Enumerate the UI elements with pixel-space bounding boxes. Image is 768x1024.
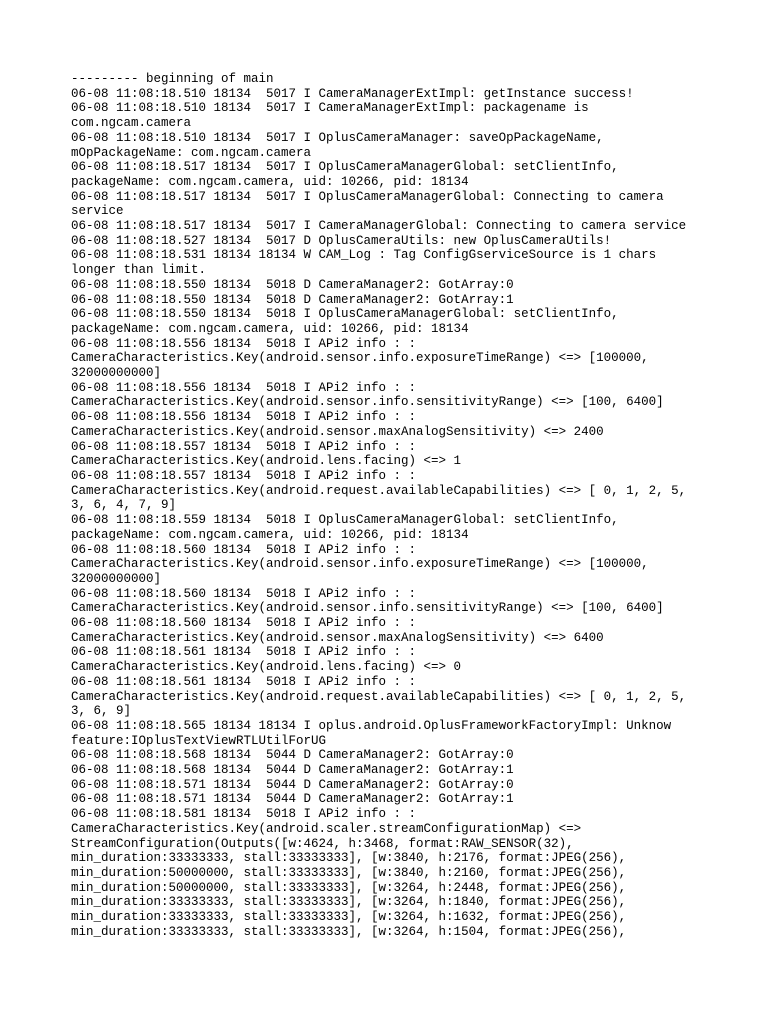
log-line: 06-08 11:08:18.560 18134 5018 I APi2 info : : xyxy=(71,542,417,557)
log-document xyxy=(71,72,751,939)
log-line: min_duration:33333333, stall:33333333], [w:3264, h:1504, format:JPEG(256), xyxy=(71,924,627,939)
log-line: min_duration:50000000, stall:33333333], [w:3840, h:2160, format:JPEG(256), xyxy=(71,865,627,880)
log-line: 06-08 11:08:18.510 18134 5017 I CameraManagerExtImpl: getInstance success! xyxy=(71,86,634,101)
log-line: mOpPackageName: com.ngcam.camera xyxy=(71,145,312,160)
log-line: CameraCharacteristics.Key(android.sensor.info.sensitivityRange) <=> [100, 6400] xyxy=(71,395,664,410)
log-line: 06-08 11:08:18.557 18134 5018 I APi2 info : : xyxy=(71,468,417,483)
log-line: 06-08 11:08:18.568 18134 5044 D CameraManager2: GotArray:1 xyxy=(71,763,514,778)
log-line: 06-08 11:08:18.557 18134 5018 I APi2 info : : xyxy=(71,439,417,454)
log-line: 06-08 11:08:18.559 18134 5018 I OplusCameraManagerGlobal: setClientInfo, xyxy=(71,513,619,528)
log-line: 06-08 11:08:18.510 18134 5017 I OplusCameraManager: saveOpPackageName, xyxy=(71,130,604,145)
log-line: service xyxy=(71,204,124,219)
log-line: 32000000000] xyxy=(71,571,162,586)
log-line: feature:IOplusTextViewRTLUtilForUG xyxy=(71,733,327,748)
log-line: packageName: com.ngcam.camera, uid: 10266, pid: 18134 xyxy=(71,174,469,189)
log-line: 06-08 11:08:18.571 18134 5044 D CameraManager2: GotArray:1 xyxy=(71,792,514,807)
log-line: 06-08 11:08:18.560 18134 5018 I APi2 info : : xyxy=(71,616,417,631)
log-line: 06-08 11:08:18.517 18134 5017 I OplusCameraManagerGlobal: Connecting to camera xyxy=(71,189,664,204)
log-line: 06-08 11:08:18.571 18134 5044 D CameraManager2: GotArray:0 xyxy=(71,777,514,792)
log-line: 06-08 11:08:18.531 18134 18134 W CAM_Log : Tag ConfigGserviceSource is 1 chars xyxy=(71,248,657,263)
log-line: 06-08 11:08:18.561 18134 5018 I APi2 info : : xyxy=(71,674,417,689)
log-line: 06-08 11:08:18.517 18134 5017 I CameraManagerGlobal: Connecting to camera service xyxy=(71,219,687,234)
log-line: 06-08 11:08:18.510 18134 5017 I CameraManagerExtImpl: packagename is xyxy=(71,101,589,116)
log-line: CameraCharacteristics.Key(android.sensor.maxAnalogSensitivity) <=> 6400 xyxy=(71,630,604,645)
log-line: 06-08 11:08:18.565 18134 18134 I oplus.android.OplusFrameworkFactoryImpl: Unknow xyxy=(71,718,672,733)
log-line: 06-08 11:08:18.550 18134 5018 I OplusCameraManagerGlobal: setClientInfo, xyxy=(71,307,619,322)
log-line: StreamConfiguration(Outputs([w:4624, h:3468, format:RAW_SENSOR(32), xyxy=(71,836,574,851)
log-line: --------- beginning of main xyxy=(71,72,274,86)
log-line: CameraCharacteristics.Key(android.sensor.maxAnalogSensitivity) <=> 2400 xyxy=(71,424,604,439)
log-line: 06-08 11:08:18.517 18134 5017 I OplusCameraManagerGlobal: setClientInfo, xyxy=(71,160,619,175)
log-line: longer than limit. xyxy=(71,263,207,278)
log-line: CameraCharacteristics.Key(android.lens.facing) <=> 0 xyxy=(71,660,462,675)
log-line: CameraCharacteristics.Key(android.sensor.info.exposureTimeRange) <=> [100000, xyxy=(71,557,649,572)
log-line: CameraCharacteristics.Key(android.sensor.info.sensitivityRange) <=> [100, 6400] xyxy=(71,601,664,616)
log-line: 06-08 11:08:18.550 18134 5018 D CameraManager2: GotArray:0 xyxy=(71,277,514,292)
log-line: 06-08 11:08:18.550 18134 5018 D CameraManager2: GotArray:1 xyxy=(71,292,514,307)
log-line: 06-08 11:08:18.560 18134 5018 I APi2 info : : xyxy=(71,586,417,601)
log-line: CameraCharacteristics.Key(android.sensor.info.exposureTimeRange) <=> [100000, xyxy=(71,351,649,366)
log-line: min_duration:50000000, stall:33333333], [w:3264, h:2448, format:JPEG(256), xyxy=(71,880,627,895)
log-line: min_duration:33333333, stall:33333333], [w:3264, h:1632, format:JPEG(256), xyxy=(71,910,627,925)
log-line: 06-08 11:08:18.556 18134 5018 I APi2 info : : xyxy=(71,380,417,395)
log-line: min_duration:33333333, stall:33333333], [w:3840, h:2176, format:JPEG(256), xyxy=(71,851,627,866)
log-line: CameraCharacteristics.Key(android.request.availableCapabilities) <=> [ 0, 1, 2, 5, xyxy=(71,483,687,498)
log-line: 06-08 11:08:18.581 18134 5018 I APi2 info : : xyxy=(71,807,417,822)
log-line: 06-08 11:08:18.556 18134 5018 I APi2 info : : xyxy=(71,410,417,425)
log-line: min_duration:33333333, stall:33333333], [w:3264, h:1840, format:JPEG(256), xyxy=(71,895,627,910)
log-line: 3, 6, 4, 7, 9] xyxy=(71,498,177,513)
log-line: 06-08 11:08:18.527 18134 5017 D OplusCameraUtils: new OplusCameraUtils! xyxy=(71,233,612,248)
log-line: CameraCharacteristics.Key(android.request.availableCapabilities) <=> [ 0, 1, 2, 5, xyxy=(71,689,687,704)
log-line: CameraCharacteristics.Key(android.lens.facing) <=> 1 xyxy=(71,454,462,469)
log-line: 06-08 11:08:18.561 18134 5018 I APi2 info : : xyxy=(71,645,417,660)
log-line: 32000000000] xyxy=(71,366,162,381)
log-line: com.ngcam.camera xyxy=(71,116,192,131)
log-line: 06-08 11:08:18.556 18134 5018 I APi2 info : : xyxy=(71,336,417,351)
log-line: 3, 6, 9] xyxy=(71,704,132,719)
log-line: packageName: com.ngcam.camera, uid: 10266, pid: 18134 xyxy=(71,321,469,336)
log-line: 06-08 11:08:18.568 18134 5044 D CameraManager2: GotArray:0 xyxy=(71,748,514,763)
log-lines xyxy=(71,72,751,939)
log-line: packageName: com.ngcam.camera, uid: 10266, pid: 18134 xyxy=(71,527,469,542)
log-line: CameraCharacteristics.Key(android.scaler.streamConfigurationMap) <=> xyxy=(71,821,582,836)
